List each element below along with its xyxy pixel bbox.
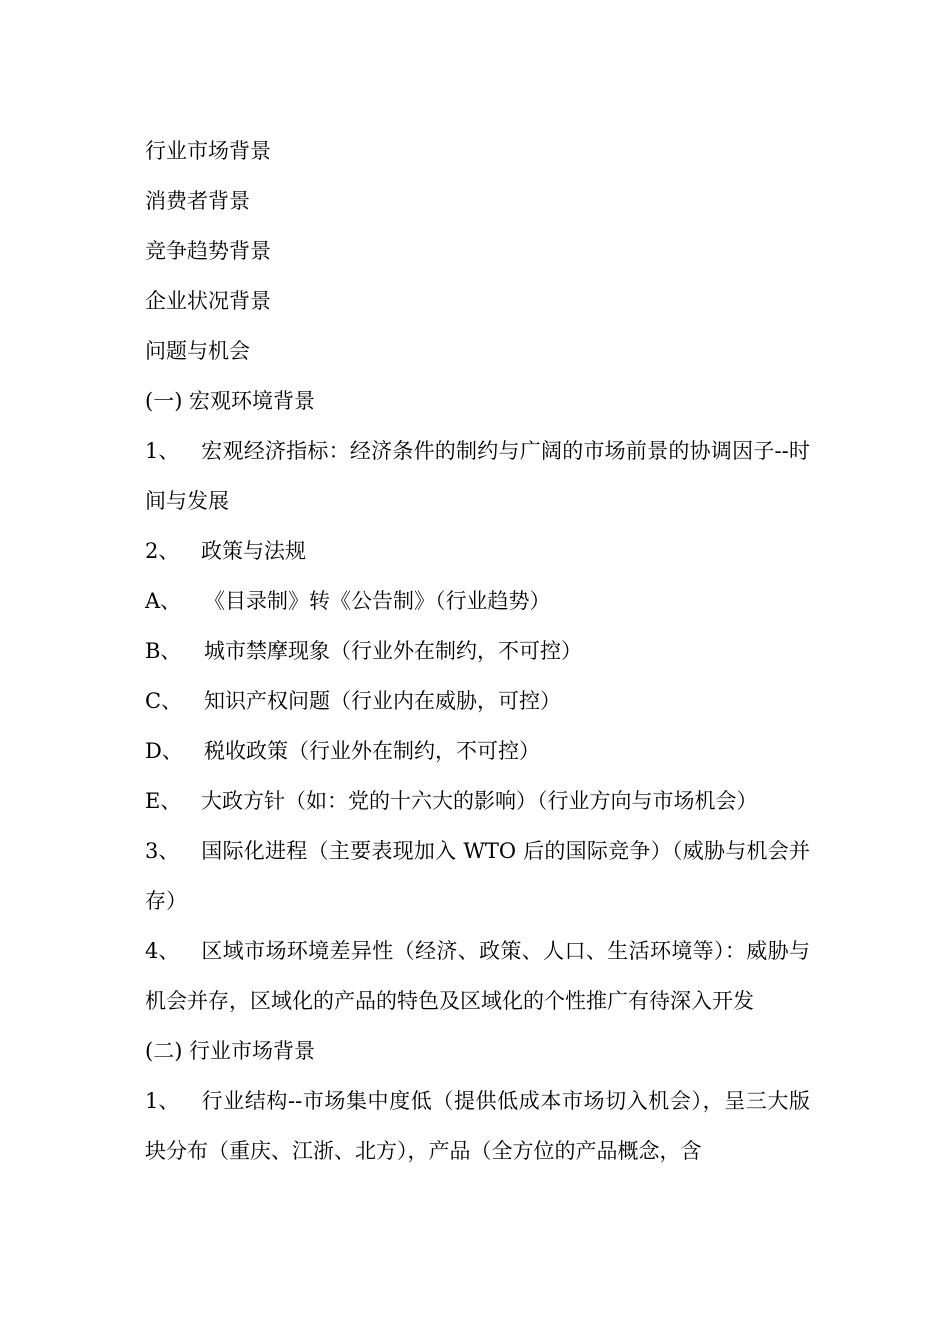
list-item-a	[145, 576, 810, 626]
list-item-industry-structure	[145, 1076, 810, 1176]
heading-enterprise-status: 企业状况背景	[145, 289, 271, 313]
heading-consumer: 消费者背景	[145, 189, 250, 213]
section-industry-market: (二) 行业市场背景	[145, 1039, 316, 1063]
list-item-text: 政策与法规	[201, 539, 306, 563]
list-item-c	[145, 676, 810, 726]
list-marker: B、	[145, 639, 182, 663]
document-body	[145, 126, 810, 1176]
list-item-text: 宏观经济指标：经济条件的制约与广阔的市场前景的协调因子--时间与发展	[145, 439, 810, 513]
list-item-1	[145, 426, 810, 526]
list-item-text: 区域市场环境差异性（经济、政策、人口、生活环境等）：威胁与机会并存，区域化的产品的特色及区域化的个性推广有待深入开发	[145, 939, 810, 1013]
list-item-text: 国际化进程（主要表现加入 WTO 后的国际竞争）（威胁与机会并存）	[145, 839, 810, 913]
list-item-text: 知识产权问题（行业内在威胁，可控）	[204, 689, 561, 713]
list-item-4	[145, 926, 810, 1026]
list-item-3	[145, 826, 810, 926]
heading-competition-trend: 竞争趋势背景	[145, 239, 271, 263]
list-marker: A、	[145, 589, 182, 613]
list-item-text: 城市禁摩现象（行业外在制约，不可控）	[204, 639, 582, 663]
list-marker: 3、	[145, 839, 180, 863]
list-item-d	[145, 726, 810, 776]
list-marker: 1、	[145, 1089, 180, 1113]
list-item-text: 税收政策（行业外在制约，不可控）	[204, 739, 540, 763]
heading-problems-opportunities: 问题与机会	[145, 339, 250, 363]
list-item-b	[145, 626, 810, 676]
list-marker: E、	[145, 789, 182, 813]
section-macro-environment: (一) 宏观环境背景	[145, 389, 316, 413]
list-item-e	[145, 776, 810, 826]
list-item-text: 行业结构--市场集中度低（提供低成本市场切入机会），呈三大版块分布（重庆、江浙、北方），产品（全方位的产品概念，含	[145, 1089, 810, 1163]
list-marker: D、	[145, 739, 183, 763]
list-marker: 4、	[145, 939, 180, 963]
list-item-text: 大政方针（如：党的十六大的影响）（行业方向与市场机会）	[201, 789, 758, 813]
list-marker: 1、	[145, 439, 180, 463]
list-item-2	[145, 526, 810, 576]
list-item-text: 《目录制》转《公告制》（行业趋势）	[204, 589, 551, 613]
list-marker: C、	[145, 689, 183, 713]
list-marker: 2、	[145, 539, 180, 563]
heading-industry-market: 行业市场背景	[145, 139, 271, 163]
